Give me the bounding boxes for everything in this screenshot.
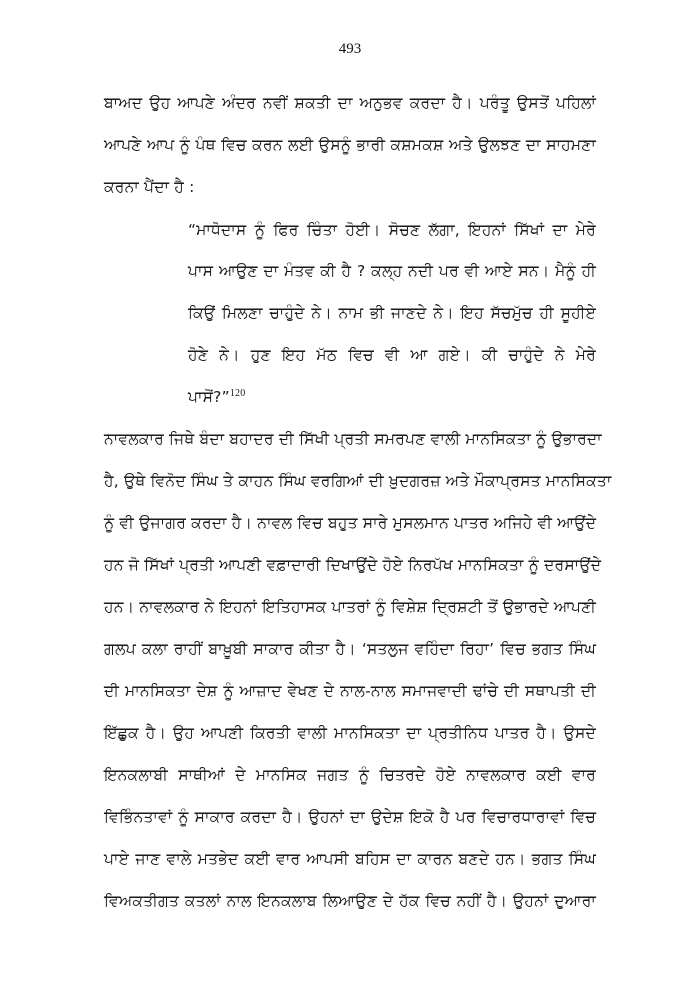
paragraph-line: ਗਲਪ ਕਲਾ ਰਾਹੀਂ ਬਾਖ਼ੂਬੀ ਸਾਕਾਰ ਕੀਤਾ ਹੈ। ‘ਸਤਲੁਜ ਵਹਿੰਦਾ ਰਿਹਾ’ ਵਿਚ ਭਗਤ ਸਿੰਘ: [104, 640, 596, 658]
intro-line: ਆਪਣੇ ਆਪ ਨੂੰ ਪੰਥ ਵਿਚ ਕਰਨ ਲਈ ਉਸਨੂੰ ਭਾਰੀ ਕਸ਼ਮਕਸ਼ ਅਤੇ ਉਲਝਣ ਦਾ ਸਾਹਮਣਾ: [104, 136, 596, 154]
paragraph-line: ਵਿਭਿੰਨਤਾਵਾਂ ਨੂੰ ਸਾਕਾਰ ਕਰਦਾ ਹੈ। ਉਹਨਾਂ ਦਾ ਉਦੇਸ਼ ਇਕੋ ਹੈ ਪਰ ਵਿਚਾਰਧਾਰਾਵਾਂ ਵਿਚ: [104, 808, 596, 826]
intro-line: ਕਰਨਾ ਪੈਂਦਾ ਹੈ :: [104, 178, 195, 196]
quote-line-text: ਪਾਸੋਂ?”: [188, 388, 230, 406]
paragraph-line: ਨੂੰ ਵੀ ਉਜਾਗਰ ਕਰਦਾ ਹੈ। ਨਾਵਲ ਵਿਚ ਬਹੁਤ ਸਾਰੇ ਮੁਸਲਮਾਨ ਪਾਤਰ ਅਜਿਹੇ ਵੀ ਆਉਂਦੇ: [104, 514, 597, 532]
paragraph-line: ਦੀ ਮਾਨਸਿਕਤਾ ਦੇਸ਼ ਨੂੰ ਆਜ਼ਾਦ ਵੇਖਣ ਦੇ ਨਾਲ-ਨਾਲ ਸਮਾਜਵਾਦੀ ਢਾਂਚੇ ਦੀ ਸਥਾਪਤੀ ਦੀ: [104, 682, 596, 700]
quote-line: ਕਿਉਂ ਮਿਲਣਾ ਚਾਹੁੰਦੇ ਨੇ। ਨਾਮ ਭੀ ਜਾਣਦੇ ਨੇ। ਇਹ ਸੱਚਮੁੱਚ ਹੀ ਸੂਹੀਏ: [188, 304, 596, 322]
paragraph-line: ਵਿਅਕਤੀਗਤ ਕਤਲਾਂ ਨਾਲ ਇਨਕਲਾਬ ਲਿਆਉਣ ਦੇ ਹੱਕ ਵਿਚ ਨਹੀਂ ਹੈ। ਉਹਨਾਂ ਦੁਆਰਾ: [104, 892, 596, 910]
quote-line: “ਮਾਧੋਦਾਸ ਨੂੰ ਫਿਰ ਚਿੰਤਾ ਹੋਈ। ਸੋਚਣ ਲੱਗਾ, ਇਹਨਾਂ ਸਿੱਖਾਂ ਦਾ ਮੇਰੇ: [188, 221, 596, 239]
quote-line: ਪਾਸ ਆਉਣ ਦਾ ਮੰਤਵ ਕੀ ਹੈ ? ਕਲ੍ਹ ਨਦੀ ਪਰ ਵੀ ਆਏ ਸਨ। ਮੈਨੂੰ ਹੀ: [188, 262, 596, 280]
quote-last-line: [188, 387, 596, 407]
page-number: 493: [338, 41, 362, 57]
quote-line: ਹੋਣੇ ਨੇ। ਹੁਣ ਇਹ ਮੱਠ ਵਿਚ ਵੀ ਆ ਗਏ। ਕੀ ਚਾਹੁੰਦੇ ਨੇ ਮੇਰੇ: [188, 346, 596, 364]
paragraph-line: ਹੈ, ਉਥੇ ਵਿਨੋਦ ਸਿੰਘ ਤੇ ਕਾਹਨ ਸਿੰਘ ਵਰਗਿਆਂ ਦੀ ਖ਼ੁਦਗਰਜ਼ ਅਤੇ ਮੌਕਾਪ੍ਰਸਤ ਮਾਨਸਿਕਤਾ: [104, 472, 612, 490]
paragraph-line: ਇੱਛੁਕ ਹੈ। ਉਹ ਆਪਣੀ ਕਿਰਤੀ ਵਾਲੀ ਮਾਨਸਿਕਤਾ ਦਾ ਪ੍ਰਤੀਨਿਧ ਪਾਤਰ ਹੈ। ਉਸਦੇ: [104, 724, 596, 742]
paragraph-line: ਪਾਏ ਜਾਣ ਵਾਲੇ ਮਤਭੇਦ ਕਈ ਵਾਰ ਆਪਸੀ ਬਹਿਸ ਦਾ ਕਾਰਨ ਬਣਦੇ ਹਨ। ਭਗਤ ਸਿੰਘ: [104, 850, 596, 868]
paragraph-line: ਹਨ ਜੋ ਸਿੱਖਾਂ ਪ੍ਰਤੀ ਆਪਣੀ ਵਫ਼ਾਦਾਰੀ ਦਿਖਾਉਂਦੇ ਹੋਏ ਨਿਰਪੱਖ ਮਾਨਸਿਕਤਾ ਨੂੰ ਦਰਸਾਉਂਦੇ: [104, 556, 602, 574]
paragraph-line: ਹਨ। ਨਾਵਲਕਾਰ ਨੇ ਇਹਨਾਂ ਇਤਿਹਾਸਕ ਪਾਤਰਾਂ ਨੂੰ ਵਿਸ਼ੇਸ਼ ਦ੍ਰਿਸ਼ਟੀ ਤੋਂ ਉਭਾਰਦੇ ਆਪਣੀ: [104, 598, 597, 616]
footnote-reference[interactable]: 120: [229, 387, 246, 399]
intro-line: ਬਾਅਦ ਉਹ ਆਪਣੇ ਅੰਦਰ ਨਵੀਂ ਸ਼ਕਤੀ ਦਾ ਅਨੁਭਵ ਕਰਦਾ ਹੈ। ਪਰੰਤੂ ਉਸਤੋਂ ਪਹਿਲਾਂ: [104, 94, 596, 112]
paragraph-line: ਨਾਵਲਕਾਰ ਜਿਥੇ ਬੰਦਾ ਬਹਾਦਰ ਦੀ ਸਿੱਖੀ ਪ੍ਰਤੀ ਸਮਰਪਣ ਵਾਲੀ ਮਾਨਸਿਕਤਾ ਨੂੰ ਉਭਾਰਦਾ: [104, 430, 602, 448]
paragraph-line: ਇਨਕਲਾਬੀ ਸਾਥੀਆਂ ਦੇ ਮਾਨਸਿਕ ਜਗਤ ਨੂੰ ਚਿਤਰਦੇ ਹੋਏ ਨਾਵਲਕਾਰ ਕਈ ਵਾਰ: [104, 766, 596, 784]
